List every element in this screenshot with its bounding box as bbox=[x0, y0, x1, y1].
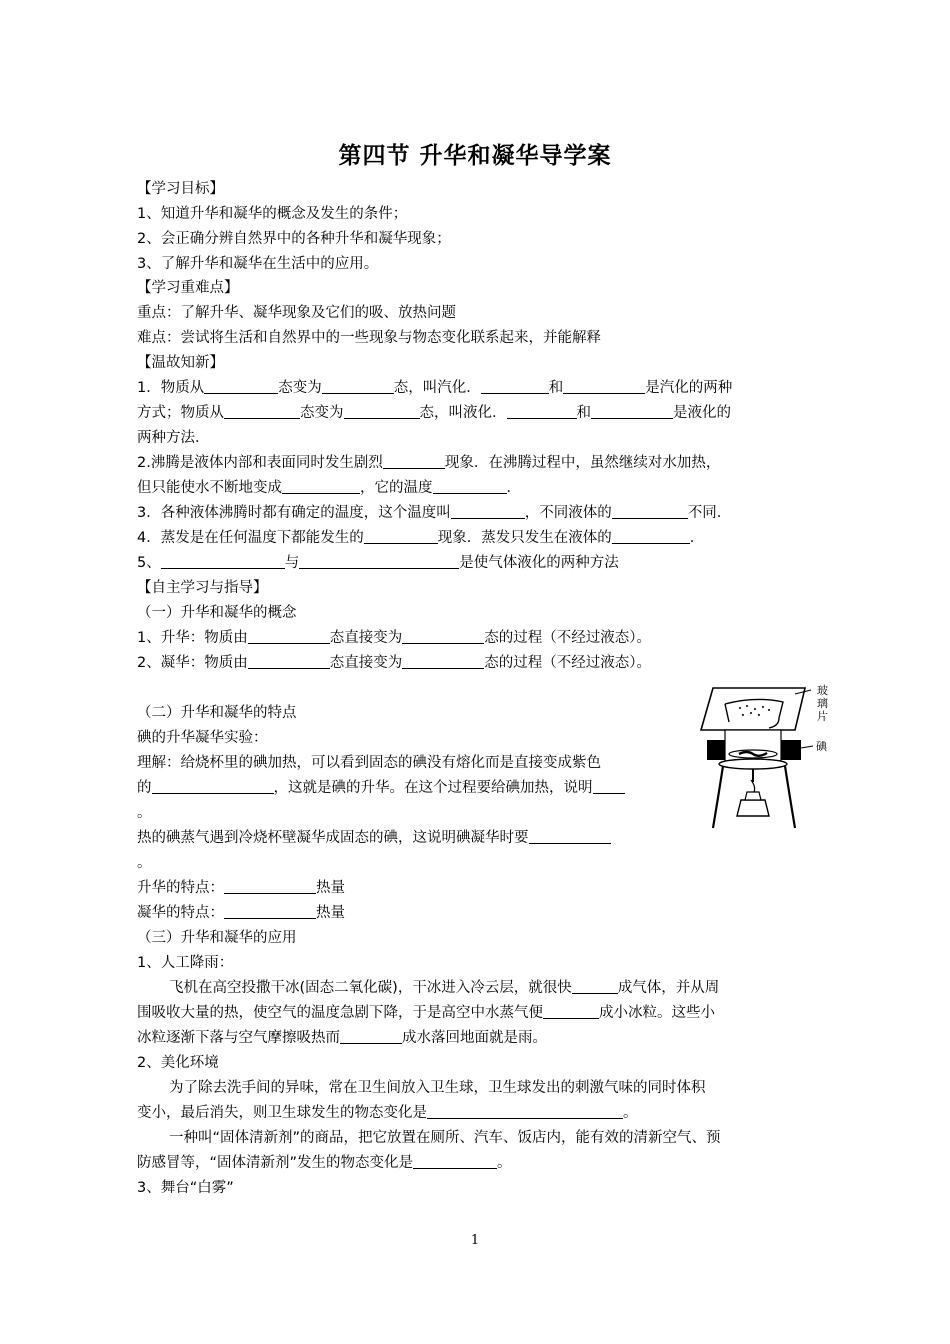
blank-line[interactable] bbox=[161, 554, 285, 569]
review-q1-line1: 1．物质从 态变为 态，叫汽化． 和 是汽化的两种 bbox=[137, 380, 733, 396]
svg-text:片: 片 bbox=[817, 710, 828, 723]
blank-line[interactable] bbox=[224, 879, 316, 894]
review-q2-line2: 但只能使水不断地变成 ，它的温度 ． bbox=[137, 480, 521, 496]
blank-line[interactable] bbox=[543, 1004, 599, 1019]
blank-line[interactable] bbox=[248, 654, 330, 669]
blank-line[interactable] bbox=[344, 404, 420, 419]
desublimation-feature: 凝华的特点： 热量 bbox=[137, 905, 345, 921]
review-heading: 【温故知新】 bbox=[137, 355, 224, 371]
sublimation-feature: 升华的特点： 热量 bbox=[137, 880, 345, 896]
app2-text: 防感冒等，“固体清新剂”发生的物态变化是 。 bbox=[137, 1155, 512, 1171]
blank-line[interactable] bbox=[152, 779, 274, 794]
blank-line[interactable] bbox=[572, 979, 618, 994]
page-title: 第四节 升华和凝华导学案 bbox=[338, 143, 612, 169]
page-number: 1 bbox=[470, 1233, 480, 1248]
blank-line[interactable] bbox=[591, 404, 673, 419]
blank-line[interactable] bbox=[340, 1029, 402, 1044]
blank-line[interactable] bbox=[612, 529, 690, 544]
experiment-text: 的 ，这就是碘的升华。在这个过程要给碘加热，说明 bbox=[137, 778, 625, 798]
part3-title: （三）升华和凝华的应用 bbox=[137, 930, 297, 946]
review-q5: 5、 与 是使气体液化的两种方法 bbox=[137, 555, 619, 571]
glass-plate-label: 玻 bbox=[817, 684, 828, 697]
goal-item: 3、了解升华和凝华在生活中的应用。 bbox=[137, 256, 379, 272]
keypoints-heading: 【学习重难点】 bbox=[137, 280, 239, 296]
blank-line[interactable] bbox=[204, 379, 278, 394]
blank-line[interactable] bbox=[383, 454, 445, 469]
difficult-point: 难点：尝试将生活和自然界中的一些现象与物态变化联系起来，并能解释 bbox=[137, 330, 601, 346]
part1-title: （一）升华和凝华的概念 bbox=[137, 605, 297, 621]
experiment-text: 热的碘蒸气遇到冷烧杯壁凝华成固态的碘，这说明碘凝华时要 bbox=[137, 828, 611, 848]
app1-text: 飞机在高空投撒干冰(固态二氧化碳)，干冰进入冷云层，就很快 成气体，并从周 bbox=[169, 980, 720, 996]
blank-line[interactable] bbox=[529, 829, 611, 844]
goals-heading: 【学习目标】 bbox=[137, 181, 224, 197]
iodine-experiment-figure bbox=[695, 682, 840, 837]
svg-text:璃: 璃 bbox=[817, 697, 828, 710]
goal-item: 2、会正确分辨自然界中的各种升华和凝华现象； bbox=[137, 231, 451, 247]
self-study-heading: 【自主学习与指导】 bbox=[137, 580, 268, 596]
app2-text: 变小，最后消失，则卫生球发生的物态变化是 。 bbox=[137, 1105, 638, 1121]
blank-line[interactable] bbox=[563, 379, 645, 394]
review-q2-line1: 2.沸腾是液体内部和表面同时发生剧烈 现象．在沸腾过程中，虽然继续对水加热， bbox=[137, 455, 721, 471]
blank-line[interactable] bbox=[364, 529, 438, 544]
blank-line[interactable] bbox=[413, 1154, 497, 1169]
blank-line[interactable] bbox=[481, 379, 549, 394]
blank-line[interactable] bbox=[593, 779, 625, 794]
blank-line[interactable] bbox=[282, 479, 360, 494]
blank-line[interactable] bbox=[402, 654, 484, 669]
blank-line[interactable] bbox=[612, 504, 688, 519]
blank-line[interactable] bbox=[451, 504, 525, 519]
blank-line[interactable] bbox=[248, 629, 330, 644]
goal-item: 1、知道升华和凝华的概念及发生的条件； bbox=[137, 206, 408, 222]
app2-title: 2、美化环境 bbox=[137, 1055, 219, 1071]
key-point: 重点：了解升华、凝华现象及它们的吸、放热问题 bbox=[137, 305, 456, 321]
blank-line[interactable] bbox=[402, 629, 484, 644]
app2-text: 为了除去洗手间的异味，常在卫生间放入卫生球，卫生球发出的刺激气味的同时体积 bbox=[169, 1080, 706, 1096]
experiment-text: 理解：给烧杯里的碘加热，可以看到固态的碘没有熔化而是直接变成紫色 bbox=[137, 755, 601, 771]
blank-line[interactable] bbox=[224, 904, 316, 919]
app2-text: 一种叫“固体清新剂”的商品，把它放置在厕所、汽车、饭店内，能有效的清新空气、预 bbox=[169, 1130, 721, 1146]
sublimation-definition: 1、升华：物质由 态直接变为 态的过程（不经过液态）。 bbox=[137, 630, 651, 646]
blank-line[interactable] bbox=[433, 479, 507, 494]
app1-text: 围吸收大量的热，使空气的温度急剧下降，于是高空中水蒸气便 成小冰粒。这些小 bbox=[137, 1005, 715, 1021]
review-q1-line3: 两种方法． bbox=[137, 430, 210, 446]
experiment-text: 。 bbox=[137, 855, 152, 871]
desublimation-definition: 2、凝华：物质由 态直接变为 态的过程（不经过液态）。 bbox=[137, 655, 651, 671]
blank-line[interactable] bbox=[507, 404, 577, 419]
blank-line[interactable] bbox=[299, 554, 459, 569]
experiment-title: 碘的升华凝华实验： bbox=[137, 730, 268, 746]
blank-line[interactable] bbox=[427, 1104, 623, 1119]
blank-line[interactable] bbox=[322, 379, 394, 394]
app1-title: 1、人工降雨： bbox=[137, 955, 234, 971]
blank-line[interactable] bbox=[224, 404, 300, 419]
app1-text: 冰粒逐渐下落与空气摩擦吸热而 成水落回地面就是雨。 bbox=[137, 1030, 547, 1046]
review-q1-line2: 方式；物质从 态变为 态，叫液化． 和 是液化的 bbox=[137, 405, 731, 421]
iodine-label: 碘 bbox=[816, 740, 827, 753]
app3-title: 3、舞台“白雾” bbox=[137, 1180, 234, 1196]
review-q3: 3．各种液体沸腾时都有确定的温度，这个温度叫 ，不同液体的 不同． bbox=[137, 505, 732, 521]
experiment-text: 。 bbox=[137, 805, 152, 821]
review-q4: 4．蒸发是在任何温度下都能发生的 现象．蒸发只发生在液体的 ． bbox=[137, 530, 705, 546]
part2-title: （二）升华和凝华的特点 bbox=[137, 705, 297, 721]
